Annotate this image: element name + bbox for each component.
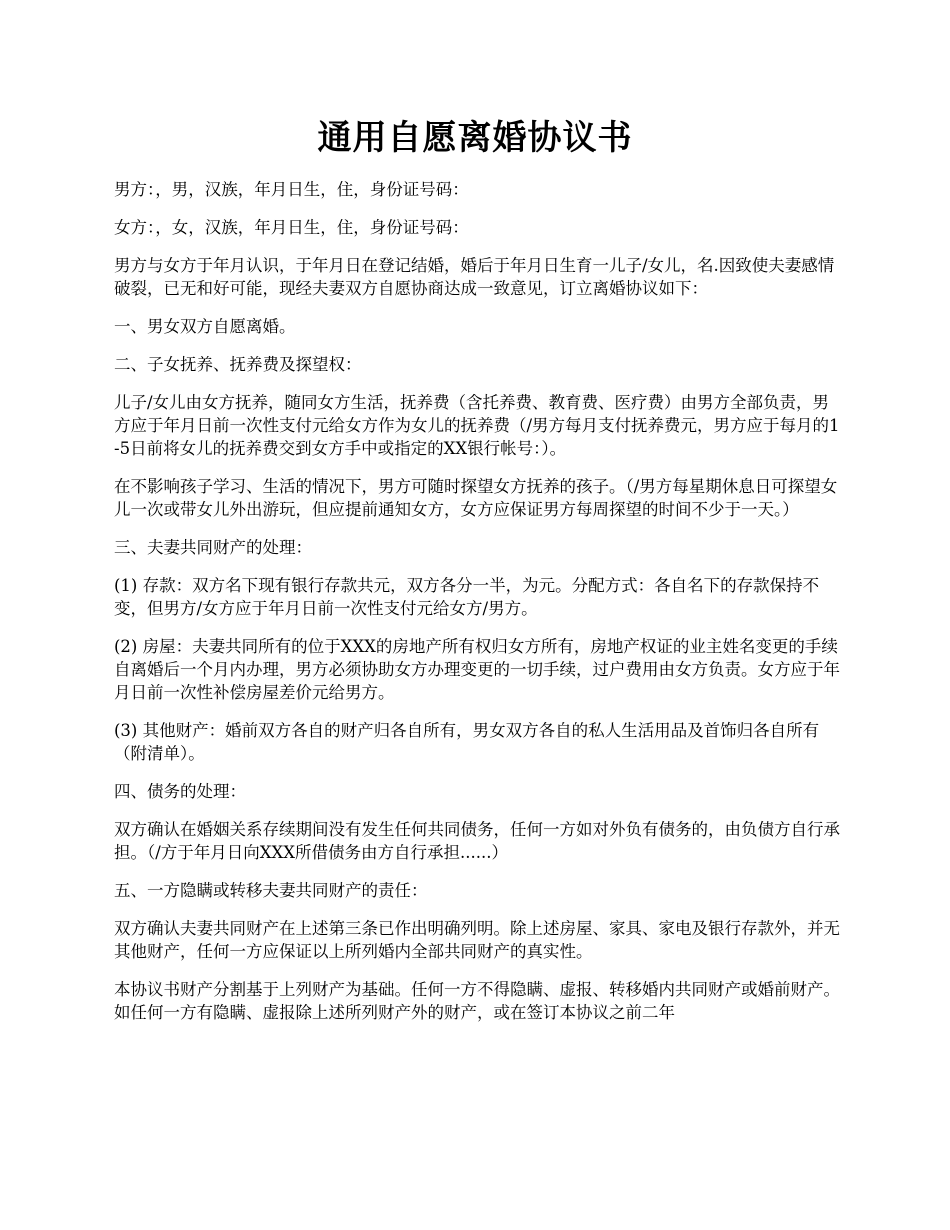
party-female-line: 女方：，女，汉族，年月日生，住，身份证号码： [114,218,469,237]
asset-confirmation-paragraph: 双方确认夫妻共同财产在上述第三条已作出明确列明。除上述房屋、家具、家电及银行存款外，并无其他财产，任何一方应保证以上所列婚内全部共同财产的真实性。 [114,919,840,961]
section-5-heading: 五、一方隐瞒或转移夫妻共同财产的责任： [114,881,428,900]
section-3-heading: 三、夫妻共同财产的处理： [114,538,312,557]
section-4-heading: 四、债务的处理： [114,782,246,801]
property-other-paragraph: (3) 其他财产：婚前双方各自的财产归各自所有，男女双方各自的私人生活用品及首饰归各自所有（附清单）。 [114,721,820,763]
asset-basis-paragraph: 本协议书财产分割基于上列财产为基础。任何一方不得隐瞒、虚报、转移婚内共同财产或婚前财产。如任何一方有隐瞒、虚报除上述所列财产外的财产，或在签订本协议之前二年 [114,980,840,1022]
party-male-line: 男方：，男，汉族，年月日生，住，身份证号码： [114,180,469,199]
section-1-heading: 一、男女双方自愿离婚。 [114,317,296,336]
document-body [114,178,840,1039]
property-house-paragraph: (2) 房屋：夫妻共同所有的位于XXX的房地产所有权归女方所有，房地产权证的业主姓名变更的手续自离婚后一个月内办理，男方必须协助女方办理变更的一切手续，过户费用由女方负责。女方应于年月日前一次性补偿房屋差价元给男方。 [114,637,840,702]
intro-paragraph: 男方与女方于年月认识，于年月日在登记结婚，婚后于年月日生育一儿子/女儿，名.因致使夫妻感情破裂，已无和好可能，现经夫妻双方自愿协商达成一致意见，订立离婚协议如下： [114,256,835,298]
property-deposits-paragraph: (1) 存款：双方名下现有银行存款共元，双方各分一半，为元。分配方式：各自名下的存款保持不变，但男方/女方应于年月日前一次性支付元给女方/男方。 [114,576,820,618]
section-2-heading: 二、子女抚养、抚养费及探望权： [114,355,362,374]
child-support-paragraph: 儿子/女儿由女方抚养，随同女方生活，抚养费（含托养费、教育费、医疗费）由男方全部负责，男方应于年月日前一次性支付元给女方作为女儿的抚养费（/男方每月支付抚养费元，男方应于每月的1-5日前将女儿的抚养费交到女方手中或指定的XX银行帐号：）。 [114,393,840,458]
debt-paragraph: 双方确认在婚姻关系存续期间没有发生任何共同债务，任何一方如对外负有债务的，由负债方自行承担。（/方于年月日向XXX所借债务由方自行承担......） [114,820,840,862]
document-title: 通用自愿离婚协议书 [317,118,633,158]
visitation-paragraph: 在不影响孩子学习、生活的情况下，男方可随时探望女方抚养的孩子。（/男方每星期休息日可探望女儿一次或带女儿外出游玩，但应提前通知女方，女方应保证男方每周探望的时间不少于一天。） [114,477,838,519]
